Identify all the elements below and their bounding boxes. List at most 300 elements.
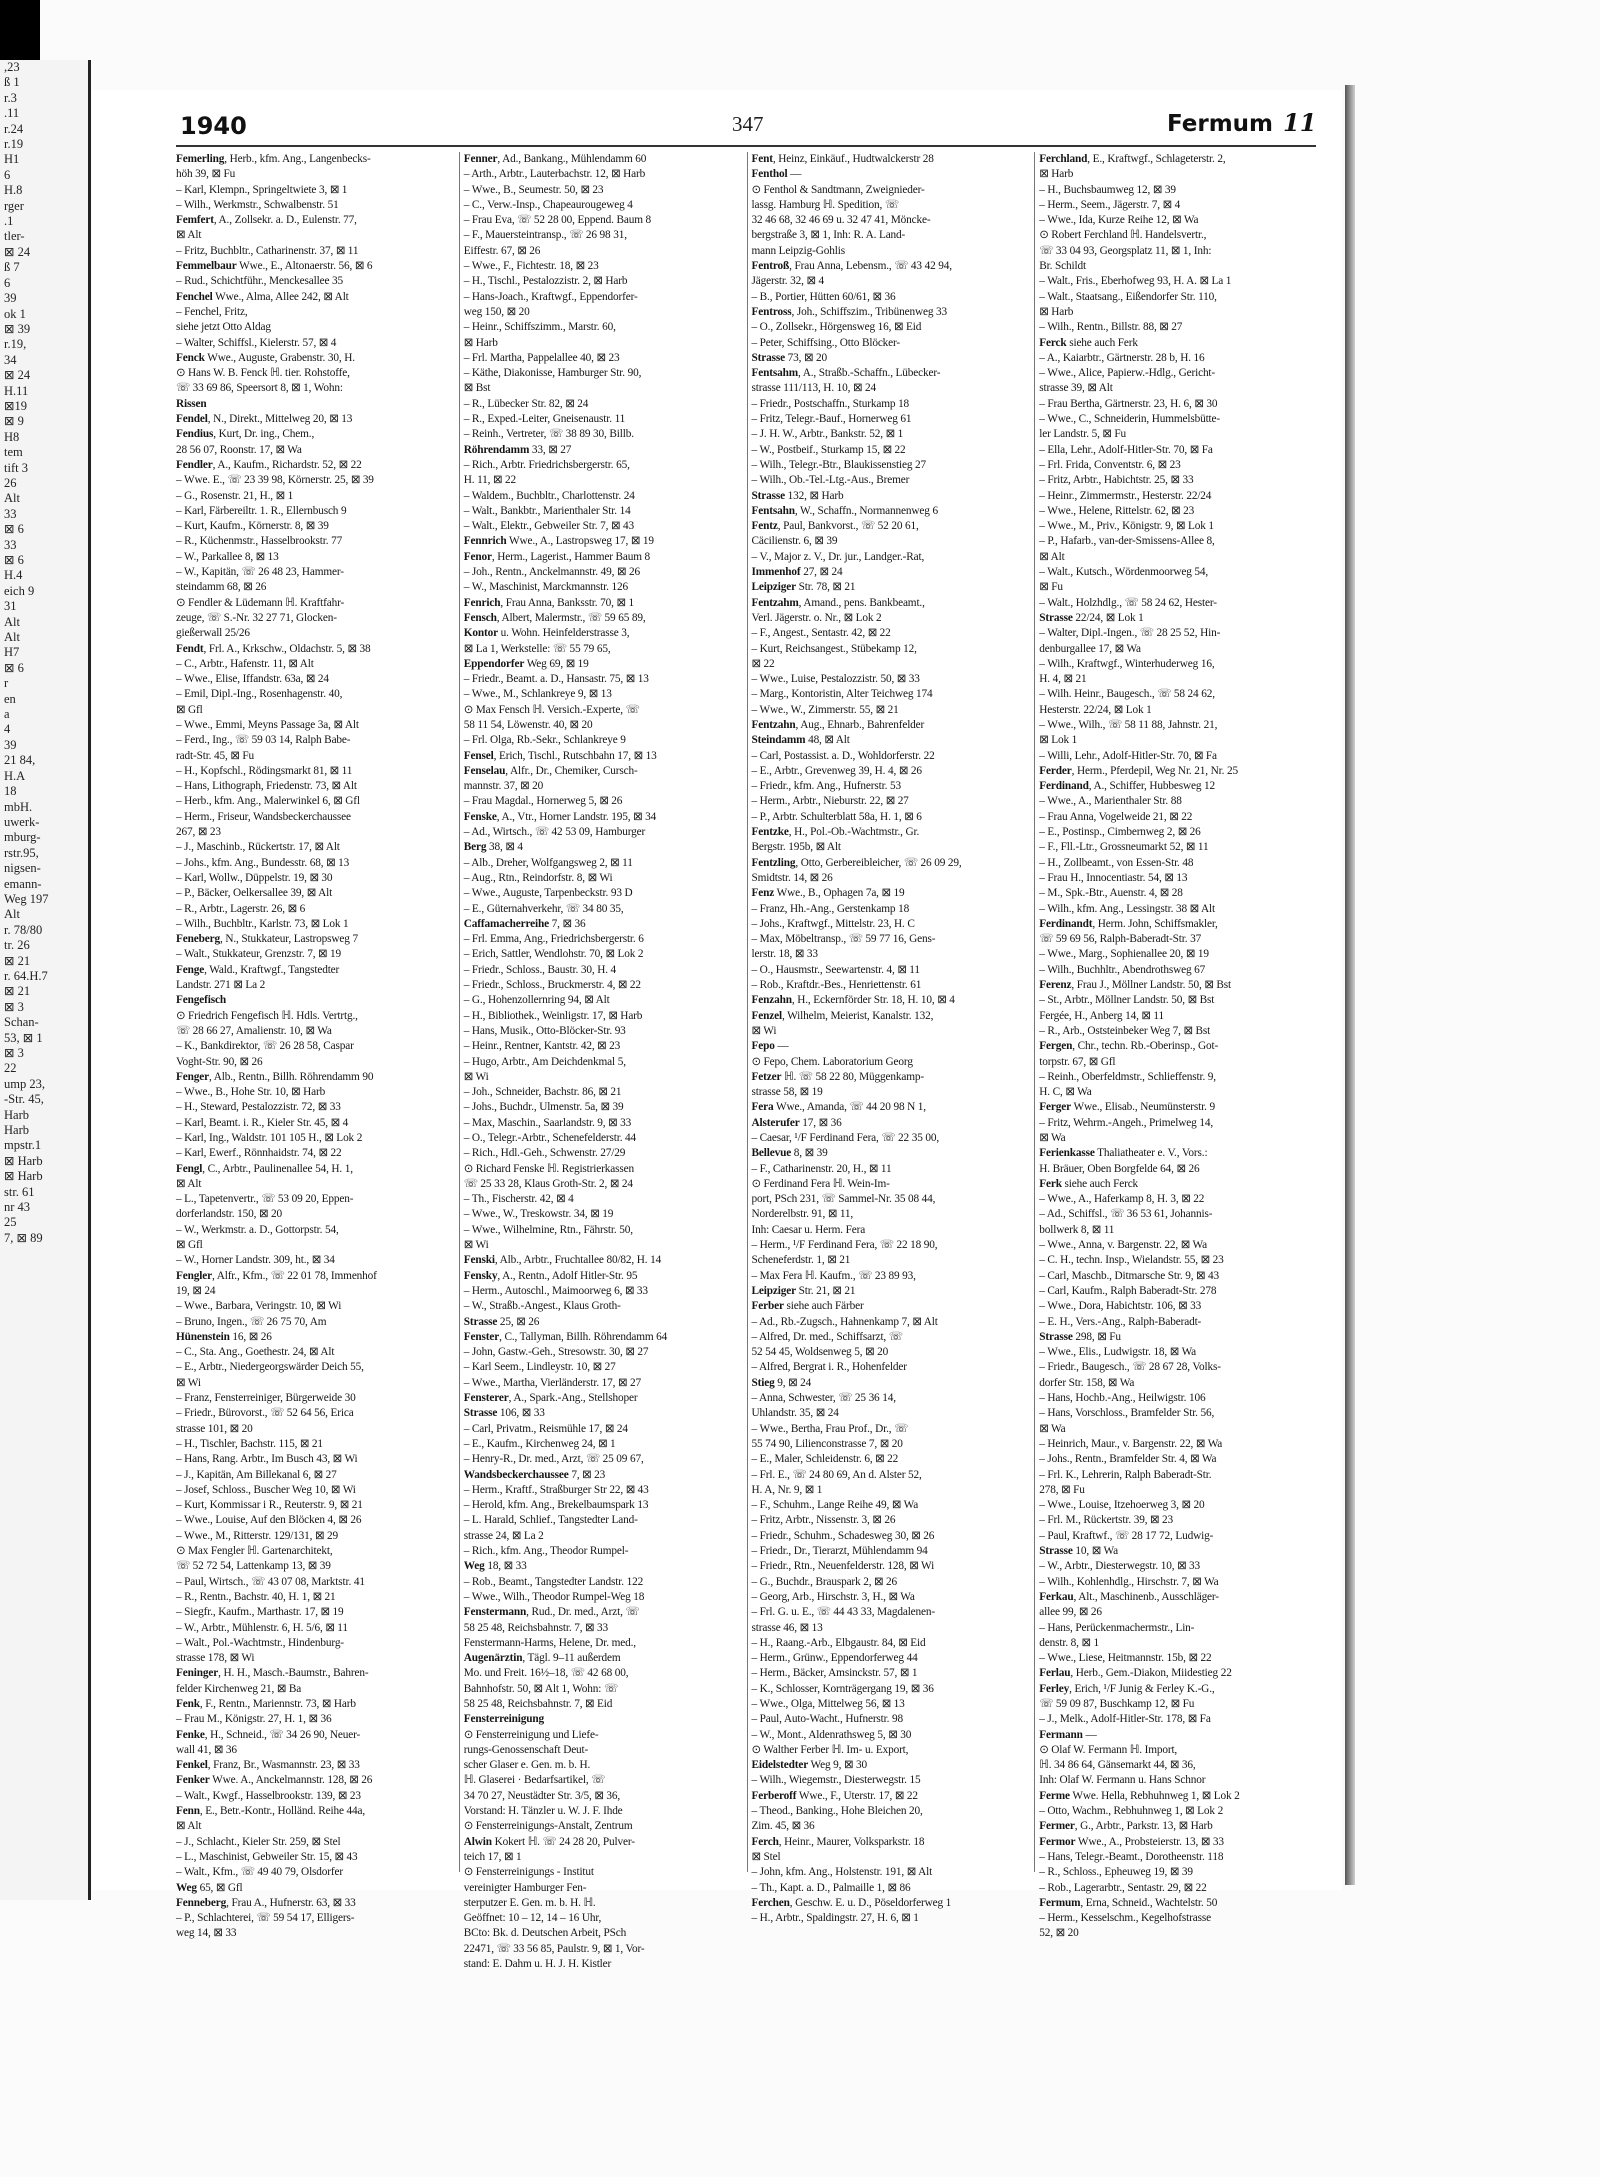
surname-headword: Fenchel [176,290,213,303]
entry-line: – Wwe., Anna, v. Bargenstr. 22, ⊠ Wa [1039,1239,1208,1252]
entry-line: Bahnhofstr. 50, ⊠ Alt 1, Wohn: ☏ [463,1682,618,1695]
entry-line: ⊠ La 1, Werkstelle: ☏ 55 79 65, [463,642,611,655]
entry-line: Fentroß, Frau Anna, Lebensm., ☏ 43 42 94, [751,260,952,273]
left-page-fragment: H1 [4,152,20,167]
entry-line: – Walt., Bankbtr., Marienthaler Str. 14 [463,504,631,517]
entry-line: – Walt., Pol.-Wachtmstr., Hindenburg- [176,1636,344,1649]
entry-line: – L. Harald, Schlief., Tangstedter Land- [463,1514,638,1527]
entry-line: – W., Kapitän, ☏ 26 48 23, Hammer- [176,566,344,579]
entry-line: – Ferd., Ing., ☏ 59 03 14, Ralph Babe- [176,734,351,747]
surname-headword: Fenck [176,351,205,364]
entry-line: ⊠ Harb [463,336,498,349]
entry-line: – H., Arbtr., Spaldingstr. 27, H. 6, ⊠ 1 [751,1912,919,1925]
entry-line: ⊠ Wa [1039,1422,1066,1435]
left-page-fragment: 6 [4,167,11,182]
surname-headword: Fendt [176,642,204,655]
entry-line: Fensch, Albert, Malermstr., ☏ 59 65 89, [463,611,646,624]
entry-line: – Karl, Beamt. i. R., Kieler Str. 45, ⊠ 4 [176,1116,349,1129]
surname-headword: Fensch [463,611,497,624]
surname-headword: Bellevue [751,1147,792,1160]
entry-line: – K., Schlosser, Kornträgergang 19, ⊠ 36 [751,1682,934,1695]
entry-line: – Johs., Rentn., Bramfelder Str. 4, ⊠ Wa [1039,1453,1217,1466]
entry-line: – Th., Kapt. a. D., Palmaille 1, ⊠ 86 [751,1881,911,1894]
entry-line: Ferlau, Herb., Gem.-Diakon, Miidestieg 22 [1039,1667,1232,1680]
entry-line: – Otto, Wachm., Rebhuhnweg 1, ⊠ Lok 2 [1039,1805,1224,1818]
entry-line: ⊠ Harb [1039,305,1074,318]
entry-line: – R., Küchenmstr., Hasselbrookstr. 77 [176,535,343,548]
entry-line: Fentsahn, W., Schaffn., Normannenweg 6 [751,504,938,517]
left-page-fragment: rger [4,198,24,213]
entry-line: ☏ 33 04 93, Georgsplatz 11, ⊠ 1, Inh: [1039,244,1212,257]
entry-line: Fenster, C., Tallyman, Billh. Röhrendamm 64 [463,1330,668,1343]
entry-line: 28 56 07, Roonstr. 17, ⊠ Wa [176,443,302,456]
entry-line: Fergée, H., Anberg 14, ⊠ 11 [1039,1009,1164,1022]
left-page-fragment: tem [4,445,23,460]
entry-line: Ferley, Erich, ¹/F Junig & Ferley K.-G., [1039,1682,1215,1695]
entry-line: Ferdinandt, Herm. John, Schiffsmakler, [1039,917,1218,930]
left-page-fragment: mpstr.1 [4,1138,42,1153]
entry-line: – Karl Seem., Lindleystr. 10, ⊠ 27 [463,1361,616,1374]
left-page-fragment: Alt [4,491,20,506]
entry-line: steindamm 68, ⊠ 26 [176,581,267,594]
entry-line [176,993,451,1008]
entry-line: – Wwe., Ida, Kurze Reihe 12, ⊠ Wa [1039,214,1199,227]
entry-line: ⊠ Bst [463,382,491,395]
entry-line: – Rich., Hdl.-Geh., Schwenstr. 27/29 [463,1147,626,1160]
entry-line: ☏ 28 66 27, Amalienstr. 10, ⊠ Wa [176,1024,332,1037]
entry-line: stand: E. Dahm u. H. J. H. Kistler [463,1958,612,1971]
entry-line: Fenneberg, Frau A., Hufnerstr. 63, ⊠ 33 [176,1896,356,1909]
entry-line: – R., Lübecker Str. 82, ⊠ 24 [463,397,589,410]
page-edge-shadow [1345,85,1355,1885]
entry-line: denburgallee 17, ⊠ Wa [1039,642,1141,655]
surname-headword: Fendel [176,413,208,426]
entry-line: Berg 38, ⊠ 4 [463,841,523,854]
entry-line: – W., Straßb.-Angest., Klaus Groth- [463,1300,621,1313]
entry-line: – H., Tischl., Pestalozzistr. 2, ⊠ Harb [463,275,628,288]
entry-line: – John, Gastw.-Geh., Stresowstr. 30, ⊠ 27 [463,1346,649,1359]
surname-headword: Fensterreinigung [463,1713,544,1726]
entry-line: – Friedr., Rtn., Neuenfelderstr. 128, ⊠ Wi [751,1560,935,1573]
entry-line: – Fenchel, Fritz, [176,305,248,318]
left-page-fragment: Weg 197 [4,891,49,906]
entry-line: H. 11, ⊠ 22 [463,474,517,487]
entry-line: ⊙ Fenthol & Sandtmann, Zweignieder- [751,183,925,196]
entry-line: Caffamacherreihe 7, ⊠ 36 [463,917,586,930]
entry-line: denstr. 8, ⊠ 1 [1039,1636,1100,1649]
entry-line: – Walt., Kfm., ☏ 49 40 79, Olsdorfer [176,1866,343,1879]
entry-line: – W., Horner Landstr. 309, ht., ⊠ 34 [176,1254,335,1267]
entry-line: – F., Catharinenstr. 20, H., ⊠ 11 [751,1162,892,1175]
entry-line: – Frl. Emma, Ang., Friedrichsbergerstr. 6 [463,933,644,946]
surname-headword: Kontor [463,627,498,640]
entry-line: Ferger Wwe., Elisab., Neumünsterstr. 9 [1039,1101,1215,1114]
surname-headword: Ferck [1039,336,1067,349]
entry-line: Strasse 106, ⊠ 33 [463,1407,545,1420]
surname-headword: Stieg [751,1376,775,1389]
entry-line: – John, kfm. Ang., Holstenstr. 191, ⊠ Alt [751,1866,933,1879]
entry-line: – Peter, Schiffsing., Otto Blöcker- [751,336,901,349]
entry-line: Fenke, H., Schneid., ☏ 34 26 90, Neuer- [176,1728,361,1741]
entry-line: Fepo — [751,1040,789,1053]
entry-line: ⊙ Fensterreinigung und Liefe- [463,1728,599,1741]
entry-line: – Wwe., Marg., Sophienallee 20, ⊠ 19 [1039,948,1209,961]
left-page-fragment: rstr.95, [4,845,39,860]
surname-headword: Fenzahn [751,994,792,1007]
entry-line: – Frl. Martha, Pappelallee 40, ⊠ 23 [463,351,620,364]
surname-headword: Fensterer [463,1392,509,1405]
entry-line: – W., Postbeif., Sturkamp 15, ⊠ 22 [751,443,906,456]
entry-line: Fennrich Wwe., A., Lastropsweg 17, ⊠ 19 [463,535,654,548]
entry-line: Fenski, Alb., Arbtr., Fruchtallee 80/82, H. 14 [463,1254,662,1267]
entry-line: – E., Güternahverkehr, ☏ 34 80 35, [463,902,624,915]
surname-headword: Fentsahn [751,504,795,517]
entry-line: – Josef, Schloss., Buscher Weg 10, ⊠ Wi [176,1483,356,1496]
entry-line: – P., Schlachterei, ☏ 59 54 17, Elligers- [176,1912,355,1925]
surname-headword: Fent [751,153,773,165]
entry-line: – Wwe., Dora, Habichtstr. 106, ⊠ 33 [1039,1300,1202,1313]
entry-line: Fenk, F., Rentn., Mariennstr. 73, ⊠ Harb [176,1697,356,1710]
left-page-fragment: ⊠ Harb [4,1153,43,1168]
entry-line: Fenker Wwe. A., Anckelmannstr. 128, ⊠ 26 [176,1774,373,1787]
entry-line: ⊙ Fendler & Lüdemann ℍ. Kraftfahr- [176,596,345,609]
entry-line: – W., Mont., Aldenrathsweg 5, ⊠ 30 [751,1728,912,1741]
entry-line: – Wilh., kfm. Ang., Lessingstr. 38 ⊠ Alt [1039,902,1215,915]
left-page-fragment: Schan- [4,1015,39,1030]
scan-corner-shadow [0,0,40,60]
entry-line: – B., Portier, Hütten 60/61, ⊠ 36 [751,290,896,303]
entry-line: – Heinrich, Maur., v. Bargenstr. 22, ⊠ Wa [1039,1437,1223,1450]
entry-line: – Wwe., Martha, Vierländerstr. 17, ⊠ 27 [463,1376,642,1389]
entry-line: – C., Verw.-Insp., Chapeaurougeweg 4 [463,198,633,211]
entry-line: – Rob., Lagerarbtr., Sentastr. 29, ⊠ 22 [1039,1881,1207,1894]
entry-line: – Wwe., B., Hohe Str. 10, ⊠ Harb [176,1086,326,1099]
page-number: 347 [732,112,764,136]
entry-line: Fendler, A., Kaufm., Richardstr. 52, ⊠ 22 [176,458,362,471]
entry-line: Fenselau, Alfr., Dr., Chemiker, Cursch- [463,764,638,777]
entry-line: ⊙ Fensterreinigungs-Anstalt, Zentrum [463,1820,633,1833]
entry-line: ℍ. 34 86 64, Gänsemarkt 44, ⊠ 36, [1039,1759,1196,1772]
entry-line [464,1712,739,1727]
entry-line: – Hans, Musik., Otto-Blöcker-Str. 93 [463,1024,626,1037]
entry-line: – Walt., Staatsang., Eißendorfer Str. 110, [1039,290,1217,303]
entry-line: – Max, Möbeltransp., ☏ 59 77 16, Gens- [751,933,936,946]
left-page-fragment: H.11 [4,383,29,398]
left-page-fragment: tift 3 [4,460,28,475]
entry-line: – Theod., Banking., Hohe Bleichen 20, [751,1805,923,1818]
surname-headword: Fenthol [751,168,788,181]
entry-line: – Wilh., Buchhltr., Abendrothsweg 67 [1039,963,1206,976]
entry-line: ⊙ Fepo, Chem. Laboratorium Georg [751,1055,913,1068]
entry-line: Fenrich, Frau Anna, Banksstr. 70, ⊠ 1 [463,596,634,609]
entry-line: 22471, ☏ 33 56 85, Paulstr. 9, ⊠ 1, Vor- [463,1942,645,1955]
surname-headword: Fenn [176,1805,200,1818]
entry-line: – E., Arbtr., Niedergeorgswärder Deich 55, [176,1361,364,1374]
entry-line: ⊠ Alt [176,1177,202,1190]
left-page-fragment: ⊠ 6 [4,660,24,675]
left-page-fragment: a [4,707,10,722]
entry-line: Bergstr. 195b, ⊠ Alt [751,841,841,854]
entry-line: Strasse 25, ⊠ 26 [463,1315,540,1328]
entry-line: felder Kirchenweg 21, ⊠ Ba [176,1682,302,1695]
surname-headword: Fentz [751,520,778,533]
entry-line: ⊠ Alt [1039,550,1065,563]
entry-line: – Friedr., Beamt. a. D., Hansastr. 75, ⊠ 13 [463,673,649,686]
entry-line: – Wwe., Alice, Papierw.-Hdlg., Gericht- [1039,367,1216,380]
surname-headword: Hünenstein [176,1330,230,1343]
entry-line: strasse 58, ⊠ 19 [751,1086,823,1099]
left-page-fragment: Harb [4,1123,29,1138]
entry-line: – Karl, Ewerf., Rönnhaidstr. 74, ⊠ 22 [176,1147,342,1160]
left-page-fragment: H8 [4,429,20,444]
entry-line: – Carl, Kaufm., Ralph Baberadt-Str. 278 [1039,1284,1217,1297]
surname-headword: Ferley [1039,1682,1070,1695]
entry-line: Fenck Wwe., Auguste, Grabenstr. 30, H. [176,351,355,364]
surname-headword: Fengefisch [176,994,226,1007]
entry-line: vereinigter Hamburger Fen- [463,1881,587,1894]
entry-line: – Ad., Schiffsl., ☏ 36 53 61, Johannis- [1039,1208,1213,1221]
entry-line: – E., Arbtr., Grevenweg 39, H. 4, ⊠ 26 [751,764,922,777]
surname-headword: Berg [463,841,487,854]
entry-line: – Wwe., F., Fichtestr. 18, ⊠ 23 [463,260,599,273]
entry-line: – H., Buchsbaumweg 12, ⊠ 39 [1039,183,1176,196]
entry-line: Ferk siehe auch Ferck [1039,1177,1139,1190]
entry-line: 58 25 48, Reichsbahnstr. 7, ⊠ Eid [463,1697,613,1710]
entry-line: – Wwe., M., Ritterstr. 129/131, ⊠ 29 [176,1529,339,1542]
entry-line: Fentzling, Otto, Gerbereibleicher, ☏ 26 09 29, [751,856,962,869]
entry-line: torpstr. 67, ⊠ Gfl [1039,1055,1116,1068]
surname-headword: Fermann [1039,1728,1083,1741]
entry-line: Femerling, Herb., kfm. Ang., Langenbecks- [176,153,371,165]
entry-line: ⊙ Max Fengler ℍ. Gartenarchitekt, [176,1545,333,1558]
entry-line: Ferberoff Wwe., F., Uterstr. 17, ⊠ 22 [751,1789,918,1802]
entry-line: Femmelbaur Wwe., E., Altonaerstr. 56, ⊠ 6 [176,260,373,273]
entry-line: – Karl, Ing., Waldstr. 101 105 H., ⊠ Lok 2 [176,1132,363,1144]
entry-line: – G., Buchdr., Brauspark 2, ⊠ 26 [751,1575,898,1588]
entry-line: – H., Kopfschl., Rödingsmarkt 81, ⊠ 11 [176,764,353,777]
left-page-fragment: H.4 [4,568,23,583]
entry-line: – M., Spk.-Btr., Auenstr. 4, ⊠ 28 [1039,887,1183,900]
entry-line: lerstr. 18, ⊠ 33 [751,948,818,961]
surname-headword: Fenzel [751,1009,782,1022]
entry-line: – Herm., Kesselschm., Kegelhofstrasse [1039,1912,1211,1925]
surname-headword: Fenneberg [176,1896,227,1909]
left-page-fragment: tr. 26 [4,938,30,953]
entry-line: Leipziger Str. 21, ⊠ 21 [751,1284,856,1297]
entry-line: Fenger, Alb., Rentn., Billh. Röhrendamm 90 [176,1070,374,1083]
entry-line: sterputzer E. Gen. m. b. H. ℍ. [463,1896,596,1909]
left-page-fragment: 25 [4,1215,17,1230]
entry-line: gießerwall 25/26 [176,627,250,640]
entry-line: – Johs., kfm. Ang., Bundesstr. 68, ⊠ 13 [176,856,350,869]
entry-line: ⊙ Robert Ferchland ℍ. Handelsvertr., [1039,229,1207,242]
entry-line: – Caesar, ¹/F Ferdinand Fera, ☏ 22 35 00, [751,1132,940,1144]
surname-headword: Eidelstedter [751,1759,809,1772]
entry-line: BCto: Bk. d. Deutschen Arbeit, PSch [463,1927,627,1940]
entry-line: – Wwe., Louise, Itzehoerweg 3, ⊠ 20 [1039,1499,1205,1512]
entry-line: – Fritz, Arbtr., Habichtstr. 25, ⊠ 33 [1039,474,1194,487]
entry-line: – Wilh., Ob.-Tel.-Ltg.-Aus., Bremer [751,474,910,487]
entry-line: 34 70 27, Neustädter Str. 3/5, ⊠ 36, [463,1789,620,1802]
entry-line: weg 150, ⊠ 20 [463,305,530,318]
entry-line: – Kurt, Kommissar i R., Reuterstr. 9, ⊠ 21 [176,1499,363,1512]
entry-line: Ferchen, Geschw. E. u. D., Pöseldorferweg 1 [751,1896,952,1909]
entry-line: – Waldem., Buchbltr., Charlottenstr. 24 [463,489,635,502]
entry-line: Ferder, Herm., Pferdepil, Weg Nr. 21, Nr. 25 [1039,764,1238,777]
entry-line: – W., Arbtr., Diesterwegstr. 10, ⊠ 33 [1039,1560,1201,1573]
left-page-fragment: 34 [4,352,17,367]
surname-headword: Strasse [463,1315,498,1328]
entry-line: – F., Schuhm., Lange Reihe 49, ⊠ Wa [751,1499,919,1512]
surname-headword: Strasse [751,351,785,364]
entry-line: – Walt., Stukkateur, Grenzstr. 7, ⊠ 19 [176,948,342,961]
entry-line: – Walter, Schiffsl., Kielerstr. 57, ⊠ 4 [176,336,337,349]
surname-headword: Fenster [463,1330,500,1343]
entry-line: – Wwe., C., Schneiderin, Hummelsbütte- [1039,413,1221,426]
surname-headword: Immenhof [751,566,801,579]
surname-headword: Fenge [176,963,205,976]
page-keyword [1167,108,1316,137]
entry-line: – G., Rosenstr. 21, H., ⊠ 1 [176,489,294,502]
surname-headword: Steindamm [751,734,806,747]
entry-line: Smidtstr. 14, ⊠ 26 [751,871,833,884]
surname-headword: Feninger [176,1667,219,1680]
surname-headword: Femmelbaur [176,260,237,273]
entry-line: ℍ. Glaserei · Bedarfsartikel, ☏ [463,1774,606,1787]
entry-line: – Wilh., Kraftwgf., Winterhuderweg 16, [1039,657,1215,670]
surname-headword: Feneberg [176,933,220,946]
entry-line: Alwin Kokert ℍ. ☏ 24 28 20, Pulver- [463,1835,635,1848]
keyword-number: 11 [1283,108,1317,137]
surname-headword: Ferienkasse [1039,1147,1095,1160]
surname-headword: Ferenz [1039,979,1072,992]
entry-line: – Marg., Kontoristin, Alter Teichweg 174 [751,688,933,701]
left-page-fragment: str. 61 [4,1184,35,1199]
entry-line: Fera Wwe., Amanda, ☏ 44 20 98 N 1, [751,1101,926,1114]
entry-line: ⊠ Alt [176,1820,202,1833]
entry-line: – Friedr., Schuhm., Schadesweg 30, ⊠ 26 [751,1529,935,1542]
entry-line: Fendt, Frl. A., Krkschw., Oldachstr. 5, ⊠ 38 [176,642,371,655]
directory-column-4 [1034,152,1316,1940]
directory-column-1 [176,152,453,1940]
entry-line: – Wwe., Elise, Iffandstr. 63a, ⊠ 24 [176,673,329,686]
left-page-fragment: ⊠ Harb [4,1169,43,1184]
entry-line: – J., Kapitän, Am Billekanal 6, ⊠ 27 [176,1468,337,1481]
left-page-fragment: ⊠ 21 [4,953,31,968]
left-page-fragment: H.A [4,768,26,783]
entry-line: – Friedr., Bürovorst., ☏ 52 64 56, Erica [176,1407,354,1420]
entry-line: – Alfred, Dr. med., Schiffsarzt, ☏ [751,1330,903,1343]
entry-line: – L., Tapetenvertr., ☏ 53 09 20, Eppen- [176,1193,354,1206]
entry-line: – Frau Eva, ☏ 52 28 00, Eppend. Baum 8 [463,214,652,227]
entry-line: Ferkau, Alt., Maschinenb., Ausschläger- [1039,1590,1219,1603]
entry-line: Fendel, N., Direkt., Mittelweg 20, ⊠ 13 [176,413,353,426]
entry-line: ⊠ Wi [176,1376,201,1389]
left-page-fragment: r.19 [4,137,24,152]
entry-line: – H., Bibliothek., Weinligstr. 17, ⊠ Harb [463,1009,643,1022]
entry-line: Strasse 73, ⊠ 20 [751,351,827,364]
entry-line: Röhrendamm 33, ⊠ 27 [463,443,572,456]
entry-line: – Herm., Grünw., Eppendorferweg 44 [751,1652,918,1665]
entry-line: – Frl. E., ☏ 24 80 69, An d. Alster 52, [751,1468,922,1481]
entry-line: Strasse 10, ⊠ Wa [1039,1545,1118,1558]
left-page-fragment: emann- [4,876,42,891]
entry-line: – Wwe., Wilh., ☏ 58 11 88, Jahnstr. 21, [1039,718,1218,731]
entry-line: – Hans, Hochb.-Ang., Heilwigstr. 106 [1039,1392,1206,1405]
entry-line: Fermor Wwe., A., Probsteierstr. 13, ⊠ 33 [1039,1835,1224,1848]
entry-line: Voght-Str. 90, ⊠ 26 [176,1055,263,1068]
entry-line: – Frau H., Innocentiastr. 54, ⊠ 13 [1039,871,1188,884]
left-page-fragment: ⊠ 6 [4,522,24,537]
entry-line: – Fritz, Telegr.-Bauf., Hornerweg 61 [751,413,912,426]
surname-headword: Fenke [176,1728,205,1741]
entry-line: – Friedr., kfm. Ang., Hufnerstr. 53 [751,780,901,793]
entry-line: ⊙ Walther Ferber ℍ. Im- u. Export, [751,1743,909,1756]
left-page-fragment: ⊠ 3 [4,999,24,1014]
entry-line: ⊠ Wa [1039,1132,1066,1144]
entry-line: – R., Rentn., Bachstr. 40, H. 1, ⊠ 21 [176,1590,336,1603]
left-page-fragment: r [4,676,9,691]
entry-line: Kontor u. Wohn. Heinfelderstrasse 3, [463,627,630,640]
entry-line: – Wwe., Olga, Mittelweg 56, ⊠ 13 [751,1697,905,1710]
surname-headword: Fensky [463,1269,498,1282]
surname-headword: Fentzling [751,856,796,869]
directory-page [92,90,1342,1971]
surname-headword: Ferber [751,1300,784,1313]
entry-line: dorferlandstr. 150, ⊠ 20 [176,1208,282,1221]
surname-headword: Weg [463,1560,485,1573]
left-page-fragment: ⊠ 21 [4,984,31,999]
entry-line: Bellevue 8, ⊠ 39 [751,1147,828,1160]
entry-line: – Herm., Autoschl., Maimoorweg 6, ⊠ 33 [463,1284,648,1297]
left-page-fragment: ⊠ 6 [4,553,24,567]
entry-line: scher Glaser e. Gen. m. b. H. [463,1759,591,1772]
surname-headword: Strasse [751,489,785,502]
entry-line: – Alfred, Bergrat i. R., Hohenfelder [751,1361,907,1374]
entry-line: ⊙ Ferdinand Fera ℍ. Wein-Im- [751,1177,890,1190]
entry-line: – Frau M., Königstr. 27, H. 1, ⊠ 36 [176,1713,332,1726]
entry-line: – F., Angest., Sentastr. 42, ⊠ 22 [751,627,891,640]
entry-line: ⊠ Harb [1039,168,1074,181]
surname-headword: Fenner [463,153,498,165]
left-page-fragment: r.19, [4,337,27,352]
surname-headword: Fetzer [751,1070,782,1083]
entry-line: – Herb., kfm. Ang., Malerwinkel 6, ⊠ Gfl [176,795,360,808]
entry-line: – Wwe., B., Seumestr. 50, ⊠ 23 [463,183,604,196]
entry-line: 52 54 45, Woldsenweg 5, ⊠ 20 [751,1346,889,1359]
entry-line: – Käthe, Diakonisse, Hamburger Str. 90, [463,367,642,380]
entry-line: ☏ 59 69 56, Ralph-Baberadt-Str. 37 [1039,933,1202,946]
entry-line: Fenthol — [751,168,802,181]
header-rule [176,145,1316,147]
entry-line: Fentsahm, A., Straßb.-Schaffn., Lübecker- [751,367,941,380]
surname-headword: Fentzahm [751,596,799,609]
left-page-fragment: r. 64.H.7 [4,968,48,983]
surname-headword: Fenor [463,550,492,563]
entry-line: Landstr. 271 ⊠ La 2 [176,979,266,992]
entry-line: strasse 178, ⊠ Wi [176,1652,255,1665]
left-page-fragment: 26 [4,475,17,490]
entry-line: – Franz, Hh.-Ang., Gerstenkamp 18 [751,902,910,915]
entry-line: – Carl, Privatm., Reismühle 17, ⊠ 24 [463,1422,628,1435]
entry-line: ⊠ 22 [751,657,775,670]
entry-line: – Georg, Arb., Hirschstr. 3, H., ⊠ Wa [751,1590,915,1603]
entry-line: Fenkel, Franz, Br., Wasmannstr. 23, ⊠ 33 [176,1759,360,1772]
entry-line: – Aug., Rtn., Reindorfstr. 8, ⊠ Wi [463,871,613,884]
surname-headword: Fenk [176,1697,200,1710]
surname-headword: Fenker [176,1774,210,1787]
surname-headword: Fenz [751,887,775,900]
